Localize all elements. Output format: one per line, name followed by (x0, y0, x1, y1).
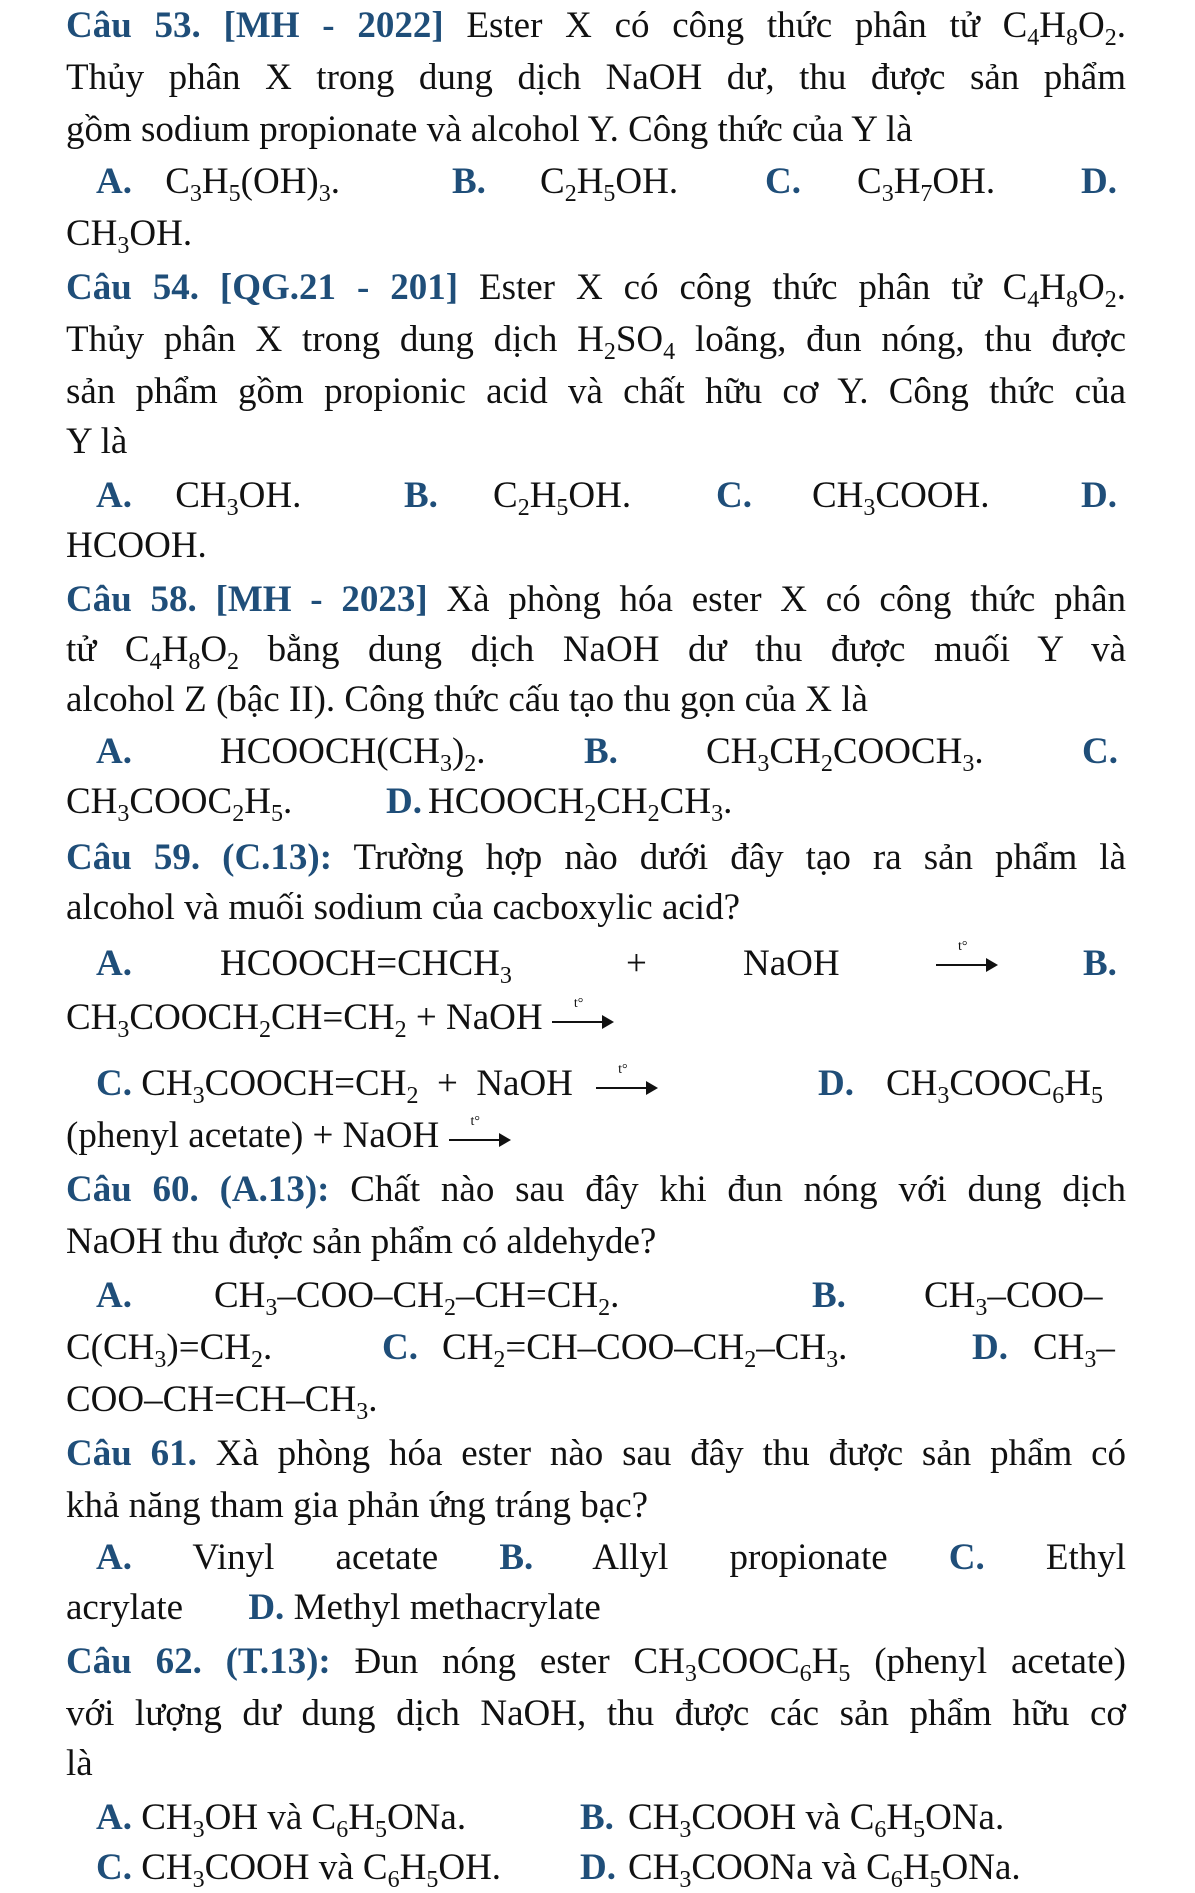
q61-heading: Câu 61. (66, 1433, 197, 1474)
q62-option-a-label: A. (96, 1797, 132, 1838)
q54-heading: Câu 54. [QG.21 - 201] (66, 267, 459, 308)
q62-option-d-label: D. (580, 1847, 616, 1888)
q53-option-a-label: A. (96, 161, 132, 202)
q53-formula: $C_4H_8O_2$. (1002, 5, 1126, 51)
q60-options-row-2 (66, 1326, 1126, 1373)
q58-line-1 (66, 578, 1126, 622)
q61-line-1 (66, 1432, 1126, 1476)
q61-option-b: Allyl propionate (592, 1537, 888, 1578)
q54-option-d-label: D. (1081, 475, 1117, 516)
q62-option-d: $CH_3COONa$ và $C_6H_5ONa$. (628, 1847, 1021, 1893)
q61-options-row-2 (66, 1586, 1126, 1630)
q58-formula: $C_4H_8O_2$ (124, 629, 240, 675)
q54-line-1 (66, 266, 1127, 313)
q58-line-5 (66, 780, 1126, 827)
q53-line-1 (66, 4, 1126, 51)
q58-text-1: Xà phòng hóa ester X có công thức phân (446, 579, 1127, 620)
q59-option-a-plus: + (626, 943, 647, 984)
q62-options-row-1 (96, 1796, 1126, 1843)
q59-option-a-ester: $HCOOCH=CHCH_3$ (220, 943, 512, 989)
q59-options-row-1 (96, 939, 1126, 989)
q54-line-4: Y là (66, 421, 128, 462)
q59-option-d-ester: $CH_3COOC_6H_5$ (886, 1063, 1103, 1109)
q60-option-b-start: $CH_3-COO-$ (924, 1275, 1103, 1321)
q58-line-3: alcohol Z (bậc II). Công thức cấu tạo thu gọn của X là (66, 679, 868, 720)
q54-option-d: HCOOH. (66, 525, 207, 566)
q60-options-row-1 (96, 1274, 1126, 1321)
q60-option-c-label: C. (382, 1327, 418, 1368)
q61-option-c-label: C. (948, 1537, 985, 1578)
q60-option-d-label: D. (972, 1327, 1008, 1368)
q54-formula: $C_4H_8O_2$. (1002, 267, 1127, 313)
q60-line-2: NaOH thu được sản phẩm có aldehyde? (66, 1221, 657, 1262)
q62-options-row-2 (96, 1846, 1126, 1893)
q54-option-c-label: C. (716, 475, 752, 516)
q59-phenyl-acetate: (phenyl acetate) (66, 1115, 304, 1156)
q53-heading: Câu 53. [MH - 2022] (66, 5, 444, 46)
q60-option-a-label: A. (96, 1275, 132, 1316)
q54-text-2a: Thủy phân X trong dung dịch (66, 319, 558, 360)
q61-option-a: Vinyl acetate (192, 1537, 439, 1578)
q62-text-1b: (phenyl acetate) (874, 1641, 1126, 1682)
q60-option-c: $CH_2=CH-COO-CH_2-CH_3$. (442, 1327, 848, 1373)
q59-text-1: Trường hợp nào dưới đây tạo ra sản phẩm là (353, 837, 1126, 878)
q59-option-b: $CH_3COOCH_2CH=CH_2$ + NaOH t° (66, 996, 1126, 1040)
q54-acid: $H_2SO_4$ (577, 319, 676, 365)
q62-line-1 (66, 1640, 1126, 1687)
q62-line-2: với lượng dư dung dịch NaOH, thu được các sản phẩm hữu cơ (66, 1693, 1126, 1734)
q59-line-1 (66, 836, 1126, 880)
q59-option-b-label: B. (1083, 943, 1117, 984)
q54-line-2 (66, 318, 1127, 365)
q61-option-c-start: Ethyl (1045, 1537, 1127, 1578)
q62-line-3: là (66, 1743, 93, 1784)
q54-option-a: $CH_3OH$. (175, 475, 302, 521)
q59-option-c-label: C. (96, 1063, 132, 1104)
q54-text-2b: loãng, đun nóng, thu được (694, 319, 1127, 360)
q61-option-b-label: B. (499, 1537, 534, 1578)
q59-heading: Câu 59. (C.13): (66, 837, 333, 878)
q58-line-2 (66, 628, 1127, 675)
q62-option-b-label: B. (580, 1797, 614, 1838)
q59-option-c: $CH_3COOCH=CH_2$ + NaOH t° (141, 1063, 658, 1104)
q53-option-a: $C_3H_5(OH)_3$. (165, 161, 340, 207)
q58-option-a-label: A. (96, 731, 132, 772)
q54-option-b: $C_2H_5OH$. (493, 475, 632, 521)
q58-heading: Câu 58. [MH - 2023] (66, 579, 428, 620)
q53-option-b: $C_2H_5OH$. (540, 161, 679, 207)
q59-option-a-label: A. (96, 943, 132, 984)
q61-option-a-label: A. (96, 1537, 132, 1578)
q58-option-c-label: C. (1082, 731, 1118, 772)
q59-option-d-arrow: t° (449, 1129, 511, 1149)
q62-text-1: Đun nóng ester (354, 1641, 610, 1682)
q59-option-a-arrow: t° (936, 954, 998, 974)
q58-options-row (96, 730, 1126, 777)
q53-option-c: $C_3H_7OH$. (857, 161, 996, 207)
q58-option-c: $CH_3COOC_2H_5$. (66, 781, 293, 827)
q53-option-b-label: B. (452, 161, 486, 202)
q61-line-2: khả năng tham gia phản ứng tráng bạc? (66, 1485, 649, 1526)
q59-option-c-arrow: t° (596, 1077, 658, 1097)
q60-line-1 (66, 1168, 1126, 1212)
q62-heading: Câu 62. (T.13): (66, 1641, 331, 1682)
q59-option-b-naoh: NaOH (445, 997, 543, 1038)
q60-option-d-end: COO–$CH=CH-CH_3$. (66, 1379, 378, 1425)
q53-option-d-label: D. (1081, 161, 1117, 202)
q62-formula: $CH_3COOC_6H_5$ (633, 1641, 851, 1687)
q53-options-row (96, 160, 1126, 207)
q59-option-c-naoh: NaOH (476, 1063, 573, 1104)
q62-option-a: $CH_3OH$ và $C_6H_5ONa$. (141, 1797, 467, 1843)
q58-option-b-label: B. (584, 731, 618, 772)
q61-option-d-label: D. (248, 1587, 285, 1628)
q58-option-a: $HCOOCH(CH_3)_2$. (220, 731, 486, 777)
q61-text-1: Xà phòng hóa ester nào sau đây thu được sản phẩm có (215, 1433, 1127, 1474)
q58-option-d: $HCOOCH_2CH_2CH_3$. (428, 781, 733, 827)
q60-option-b-label: B. (812, 1275, 846, 1316)
q58-text-2b: bằng dung dịch NaOH dư thu được muối Y và (267, 629, 1127, 670)
q62-option-b: $CH_3COOH$ và $C_6H_5ONa$. (628, 1797, 1005, 1843)
q59-option-d-label: D. (818, 1063, 854, 1104)
q54-option-c: $CH_3COOH$. (812, 475, 990, 521)
q53-option-d: $CH_3OH$. (66, 213, 193, 259)
q60-text-1: Chất nào sau đây khi đun nóng với dung dịch (350, 1169, 1127, 1210)
q59-options-row-3 (96, 1061, 1126, 1109)
q62-option-c: $CH_3COOH$ và $C_6H_5OH$. (141, 1847, 502, 1893)
q53-line-3: gồm sodium propionate và alcohol Y. Công thức của Y là (66, 109, 913, 150)
q59-option-a-naoh: NaOH (743, 943, 840, 984)
q53-option-c-label: C. (765, 161, 801, 202)
q53-line-2: Thủy phân X trong dung dịch NaOH dư, thu được sản phẩm (66, 57, 1126, 98)
q54-options-row (96, 474, 1126, 521)
q54-option-a-label: A. (96, 475, 132, 516)
q58-text-2a: tử (66, 629, 97, 670)
q62-option-c-label: C. (96, 1847, 132, 1888)
q61-option-d: Methyl methacrylate (293, 1587, 601, 1628)
q59-option-d-naoh: NaOH (342, 1115, 440, 1156)
q58-option-b: $CH_3CH_2COOCH_3$. (706, 731, 984, 777)
q58-option-d-label: D. (386, 781, 422, 822)
q54-text-1: Ester X có công thức phân tử (478, 267, 982, 308)
q59-option-d-cont: (phenyl acetate) + NaOH t° (66, 1114, 1126, 1158)
q59-line-2: alcohol và muối sodium của cacboxylic acid? (66, 887, 740, 928)
q61-option-c-end: acrylate (66, 1587, 184, 1628)
q54-option-b-label: B. (404, 475, 438, 516)
q60-option-a: $CH_3-COO-CH_2-CH=CH_2$. (214, 1275, 620, 1321)
q54-line-3: sản phẩm gồm propionic acid và chất hữu cơ Y. Công thức của (66, 371, 1126, 412)
q60-option-b-end: $C(CH_3)=CH_2$. (66, 1327, 273, 1373)
q59-option-b-arrow: t° (552, 1011, 614, 1031)
q60-heading: Câu 60. (A.13): (66, 1169, 330, 1210)
q53-text-1: Ester X có công thức phân tử (466, 5, 980, 46)
q60-option-d-start: $CH_3-$ (1033, 1327, 1115, 1373)
q61-options-row-1 (96, 1536, 1126, 1580)
